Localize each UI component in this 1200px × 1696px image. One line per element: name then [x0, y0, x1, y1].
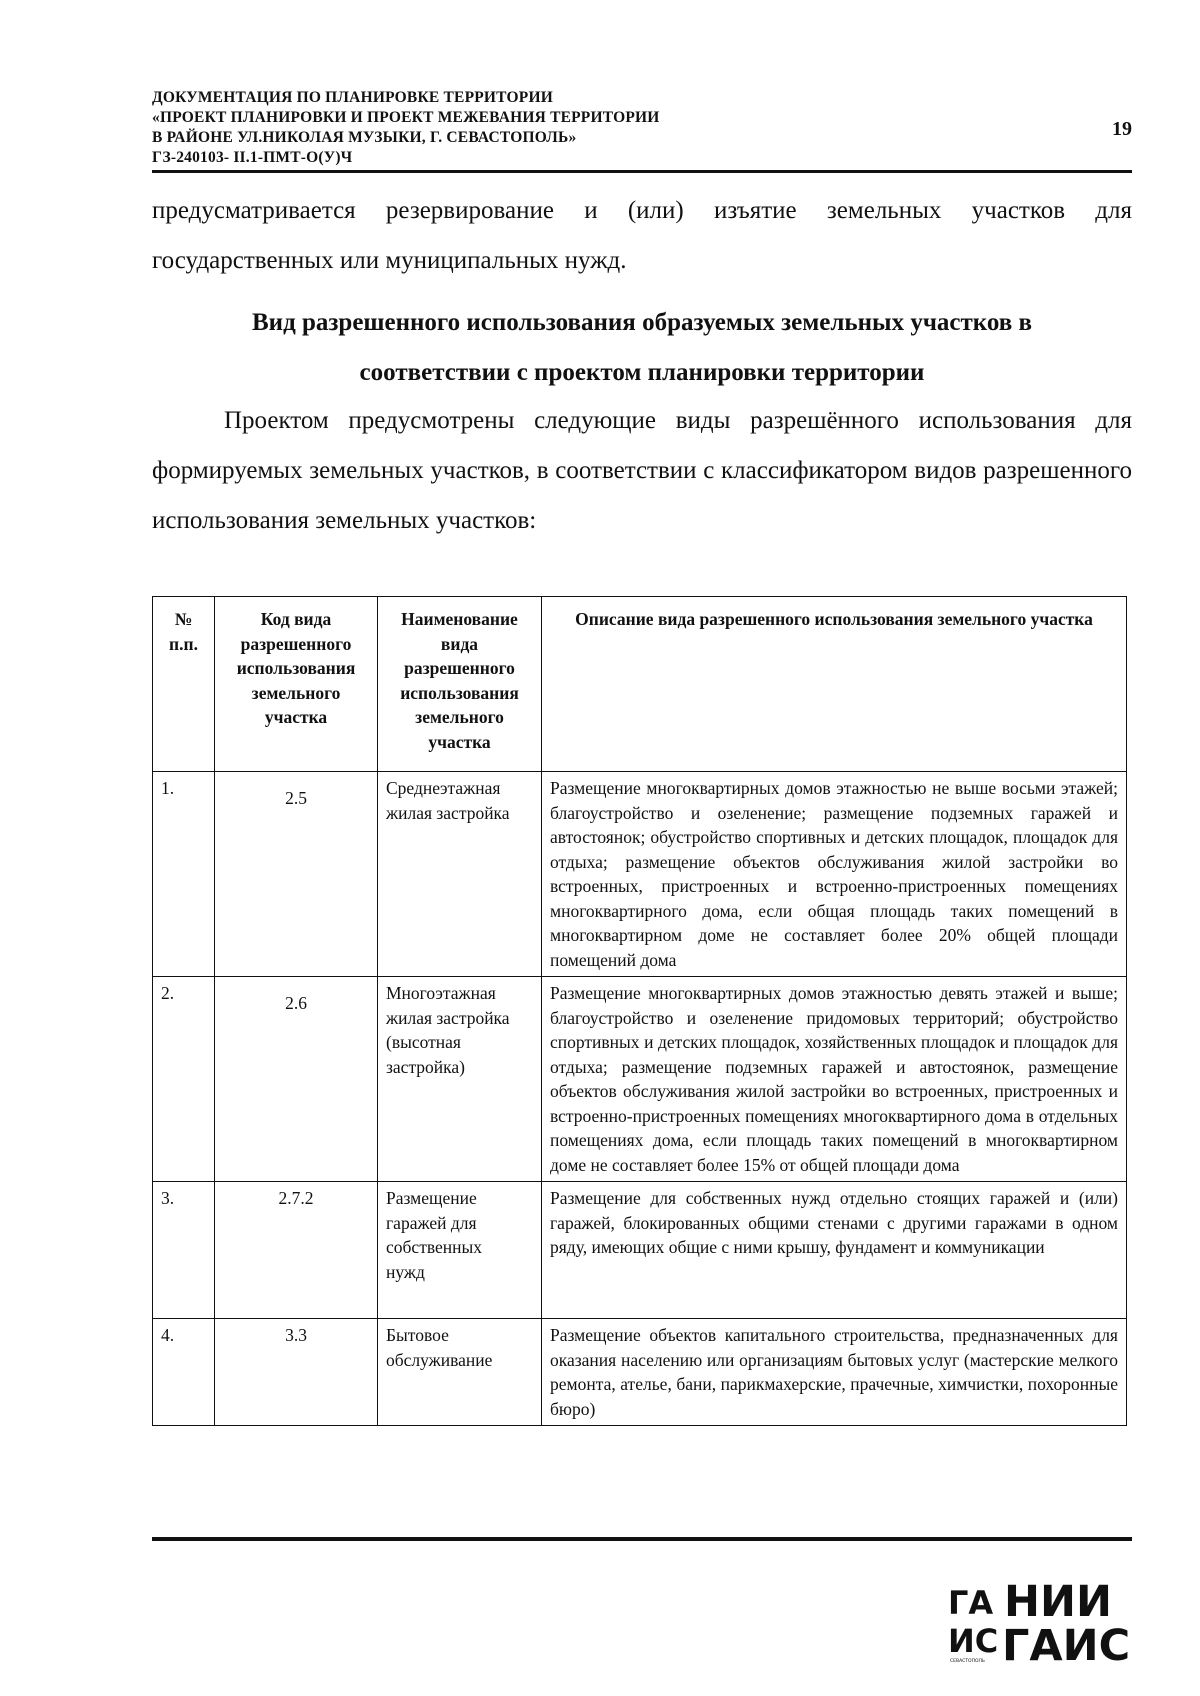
row-num: 4. [153, 1319, 215, 1426]
row-desc: Размещение для собственных нужд отдельно стоящих гаражей и (или) гаражей, блокированных общими стенами с другими гаражами в одном ряду, имеющих общие с ними крышу, фундамент и коммуникации [542, 1182, 1127, 1319]
paragraph-land-use: Проектом предусмотрены следующие виды разрешённого использования для формируемых земельных участков, в соответствии с классификатором видов разрешенного использования земельных участков: [152, 407, 1132, 534]
row-num: 2. [153, 977, 215, 1182]
row-num: 1. [153, 772, 215, 977]
logo-text-bottom: ГАИС [1002, 1621, 1131, 1664]
header-code: Код вида разрешенного использования земельного участка [215, 597, 378, 772]
land-use-table [152, 596, 1127, 1426]
logo-mark-top: ГА [948, 1584, 994, 1622]
table-row [153, 1182, 1127, 1319]
row-num: 3. [153, 1182, 215, 1319]
section-heading [152, 298, 1132, 398]
header-lines [152, 88, 1132, 168]
header-desc: Описание вида разрешенного использования земельного участка [542, 597, 1127, 772]
row-code: 2.5 [215, 772, 378, 977]
header-line-3: В РАЙОНЕ УЛ.НИКОЛАЯ МУЗЫКИ, Г. СЕВАСТОПОЛЬ» [152, 129, 577, 146]
row-name: Многоэтажная жилая застройка (высотная застройка) [378, 977, 542, 1182]
header-line-1: ДОКУМЕНТАЦИЯ ПО ПЛАНИРОВКЕ ТЕРРИТОРИИ [152, 89, 553, 106]
row-desc: Размещение многоквартирных домов этажностью девять этажей и выше; благоустройство и озеленение придомовых территорий; обустройство спортивных и детских площадок, хозяйственных площадок и площадок для отдыха; размещение подземных гаражей и автостоянок, размещение объектов обслуживания жилой застройки во встроенных, пристроенных и встроенно-пристроенных помещениях многоквартирного дома в отдельных помещениях дома, если площадь таких помещений в многоквартирном доме не составляет более 15% от общей площади дома [542, 977, 1127, 1182]
table-row [153, 1319, 1127, 1426]
section-heading-line-2: соответствии с проектом планировки территории [359, 359, 925, 386]
logo-mark-bottom: ИС [948, 1622, 999, 1660]
row-name [378, 1182, 542, 1319]
header-line-2: «ПРОЕКТ ПЛАНИРОВКИ И ПРОЕКТ МЕЖЕВАНИЯ ТЕРРИТОРИИ [152, 109, 660, 126]
row-code: 3.3 [215, 1319, 378, 1426]
header-num: № п.п. [153, 597, 215, 772]
row-code: 2.6 [215, 977, 378, 1182]
header-name: Наименование вида разрешенного использования земельного участка [378, 597, 542, 772]
row-name: Среднеэтажная жилая застройка [378, 772, 542, 977]
row-name-text: Размещение гаражей для собственных нужд [386, 1188, 483, 1282]
paragraph-reservation: предусматривается резервирование и (или) изъятие земельных участков для государственных или муниципальных нужд. [152, 197, 1132, 274]
table-header-row [153, 597, 1127, 772]
row-desc: Размещение объектов капитального строительства, предназначенных для оказания населению или организациям бытовых услуг (мастерские мелкого ремонта, ателье, бани, парикмахерские, прачечные, химчистки, похоронные бюро) [542, 1319, 1127, 1426]
table-row [153, 772, 1127, 977]
logo-text-top: НИИ [1004, 1580, 1112, 1627]
header-divider [152, 170, 1132, 173]
logo-mark-caption: СЕВАСТОПОЛЬ [950, 1659, 985, 1664]
section-heading-line-1: Вид разрешенного использования образуемых земельных участков в [251, 309, 1033, 336]
row-desc: Размещение многоквартирных домов этажностью не выше восьми этажей; благоустройство и озеленение; размещение подземных гаражей и автостоянок; обустройство спортивных и детских площадок, площадок для отдыха; размещение объектов обслуживания жилой застройки во встроенных, пристроенных и встроенно-пристроенных помещениях многоквартирного дома, если общая площадь таких помещений в многоквартирном доме не составляет более 20% общей площади помещений дома [542, 772, 1127, 977]
niigais-logo [948, 1580, 1138, 1664]
document-header [152, 88, 1132, 168]
row-code: 2.7.2 [215, 1182, 378, 1319]
table-row [153, 977, 1127, 1182]
document-code: ГЗ-240103- II.1-ПМТ-О(У)Ч [152, 149, 353, 166]
row-name: Бытовое обслуживание [378, 1319, 542, 1426]
page-number: 19 [1112, 118, 1132, 140]
footer-divider [152, 1537, 1132, 1541]
